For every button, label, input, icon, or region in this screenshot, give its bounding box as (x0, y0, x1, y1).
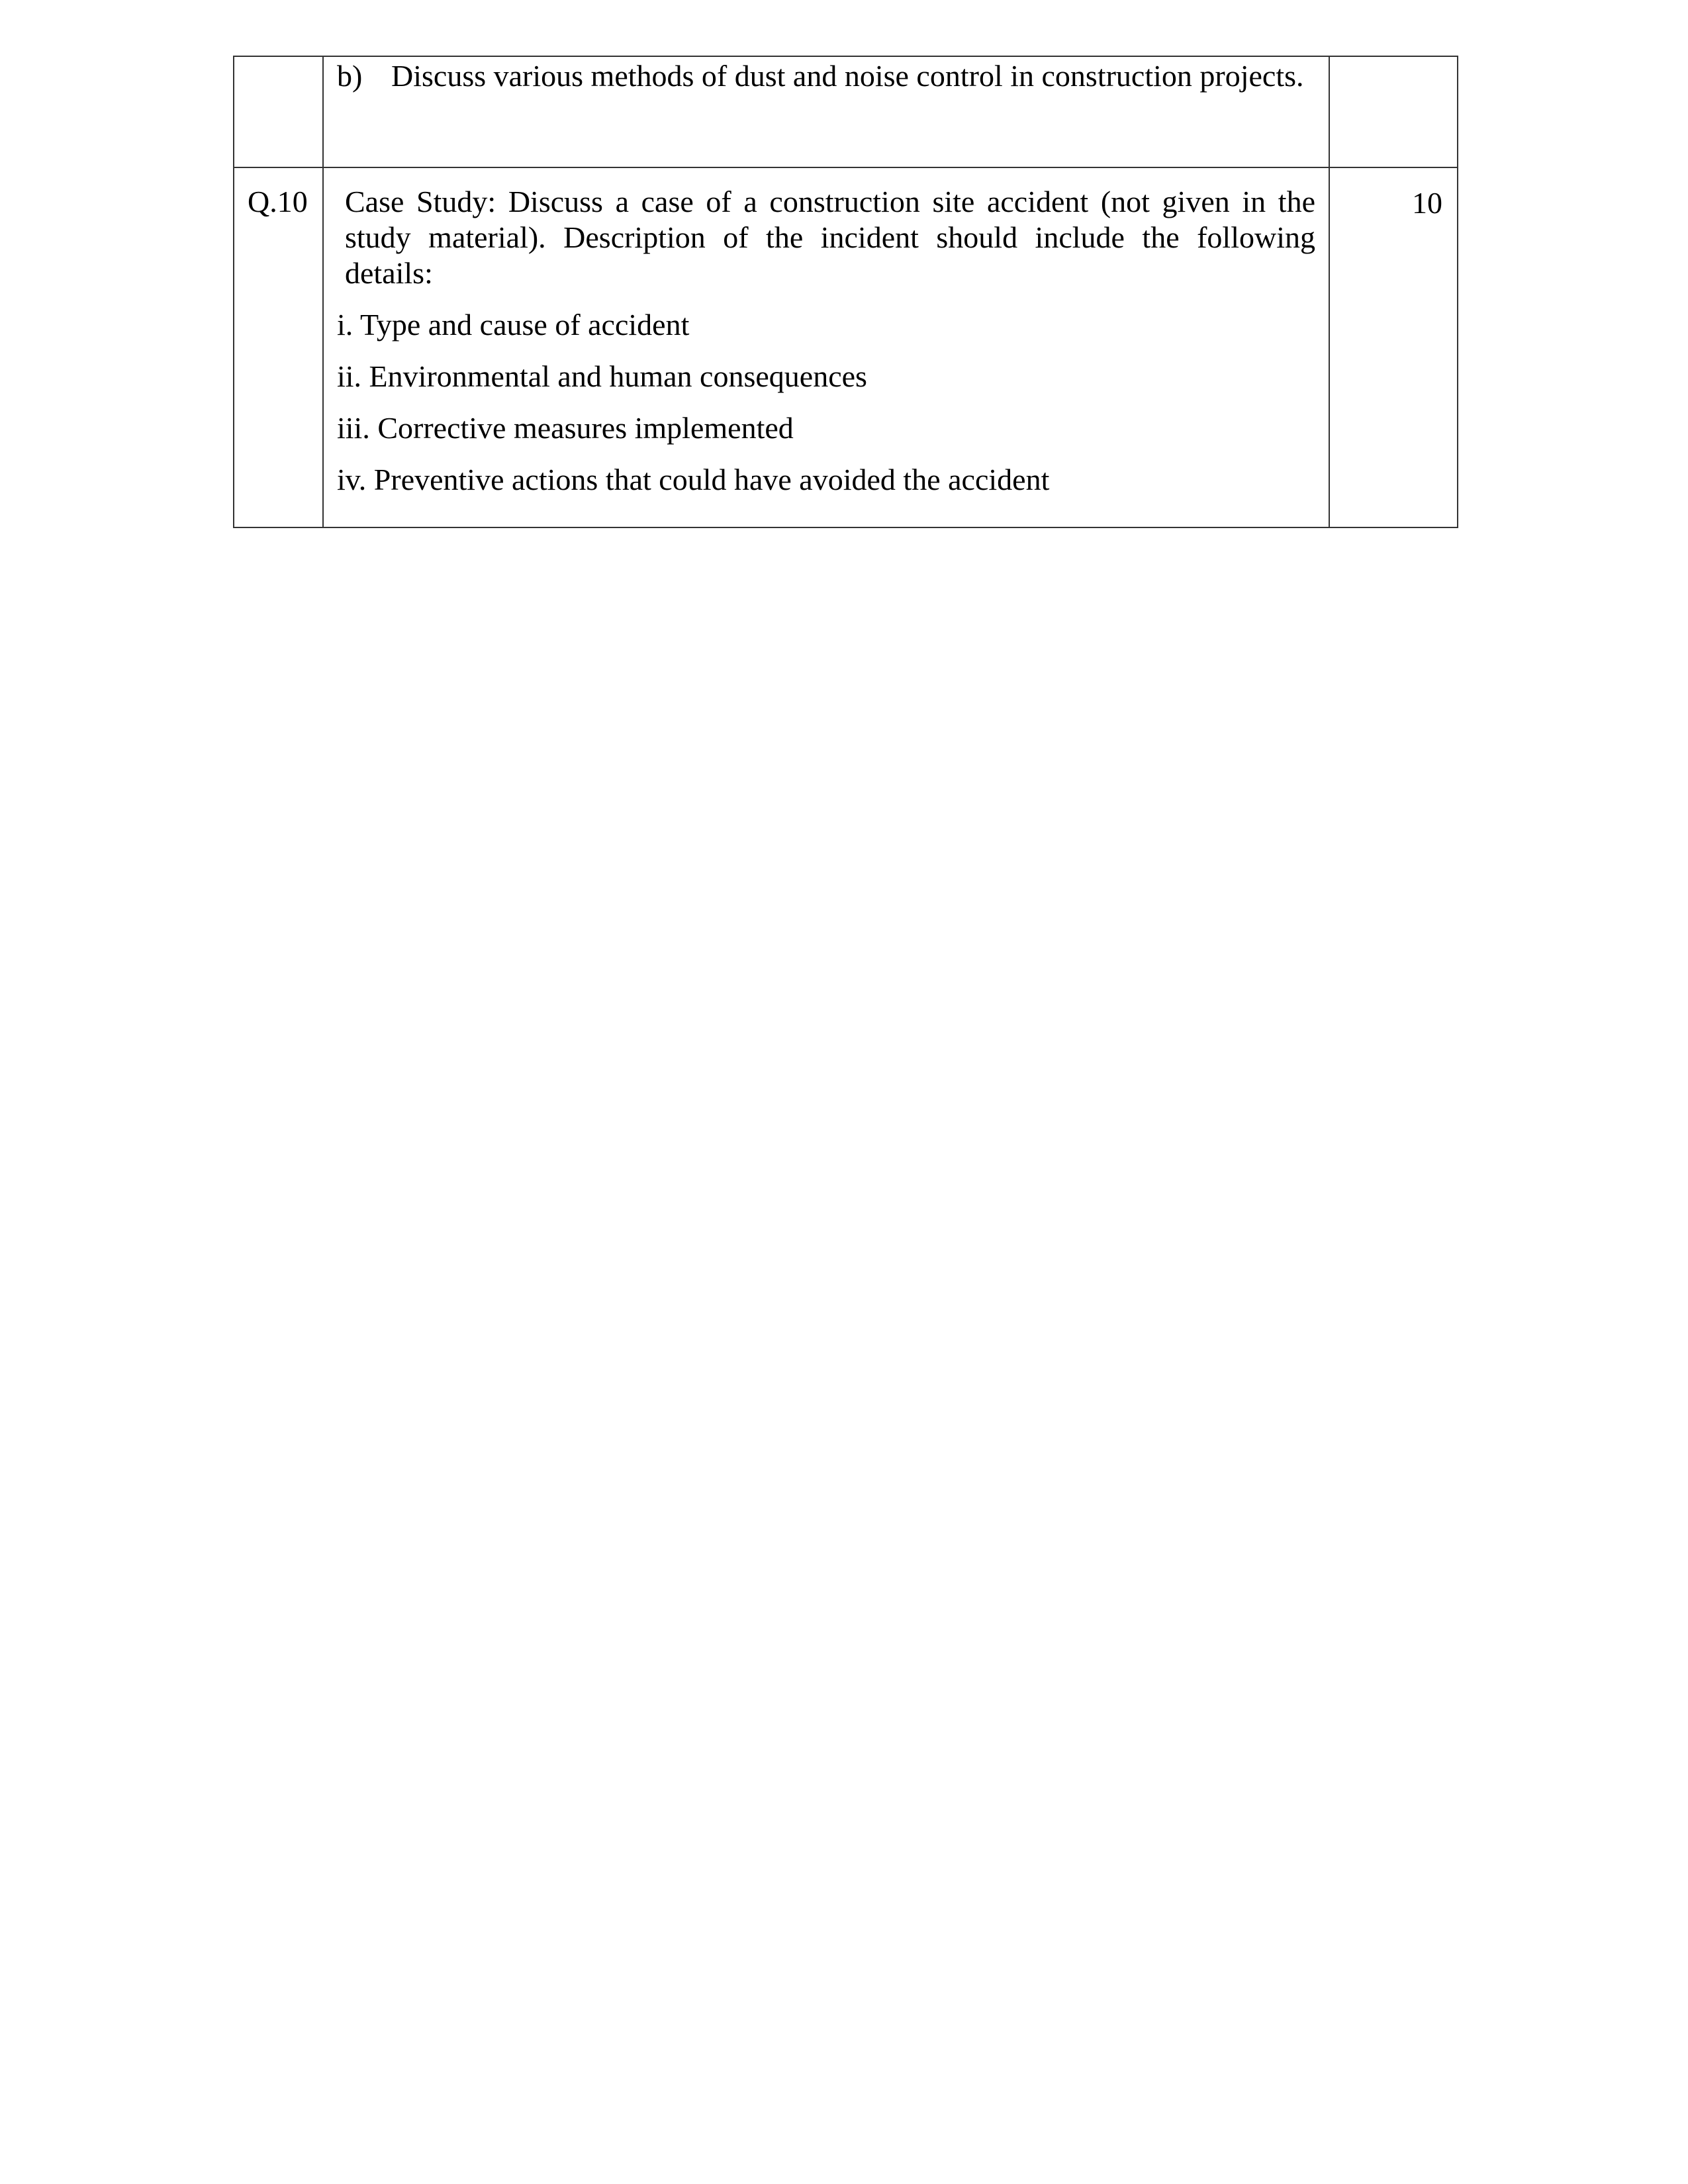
detail-list (337, 307, 1315, 498)
question-body-cell (323, 167, 1329, 527)
question-body-cell (323, 56, 1329, 167)
sub-question-label: b) (337, 59, 363, 93)
list-item: i. Type and cause of accident (337, 308, 690, 341)
list-item: iv. Preventive actions that could have avoided the accident (337, 463, 1050, 496)
question-number: Q.10 (248, 185, 308, 218)
sub-question-text: Discuss various methods of dust and noise control in construction projects. (391, 59, 1304, 93)
table-row (234, 56, 1458, 167)
marks-value: 10 (1412, 186, 1442, 220)
question-table (233, 56, 1458, 528)
case-study-intro: Case Study: Discuss a case of a construction site accident (not given in the study material). Description of the incident should include the following details: (345, 185, 1315, 290)
question-number-cell (234, 167, 323, 527)
marks-cell (1329, 56, 1458, 167)
list-item: iii. Corrective measures implemented (337, 411, 794, 445)
sub-question (337, 58, 1315, 94)
table-row (234, 167, 1458, 527)
marks-cell (1329, 167, 1458, 527)
question-number-cell (234, 56, 323, 167)
list-item: ii. Environmental and human consequences (337, 359, 867, 393)
